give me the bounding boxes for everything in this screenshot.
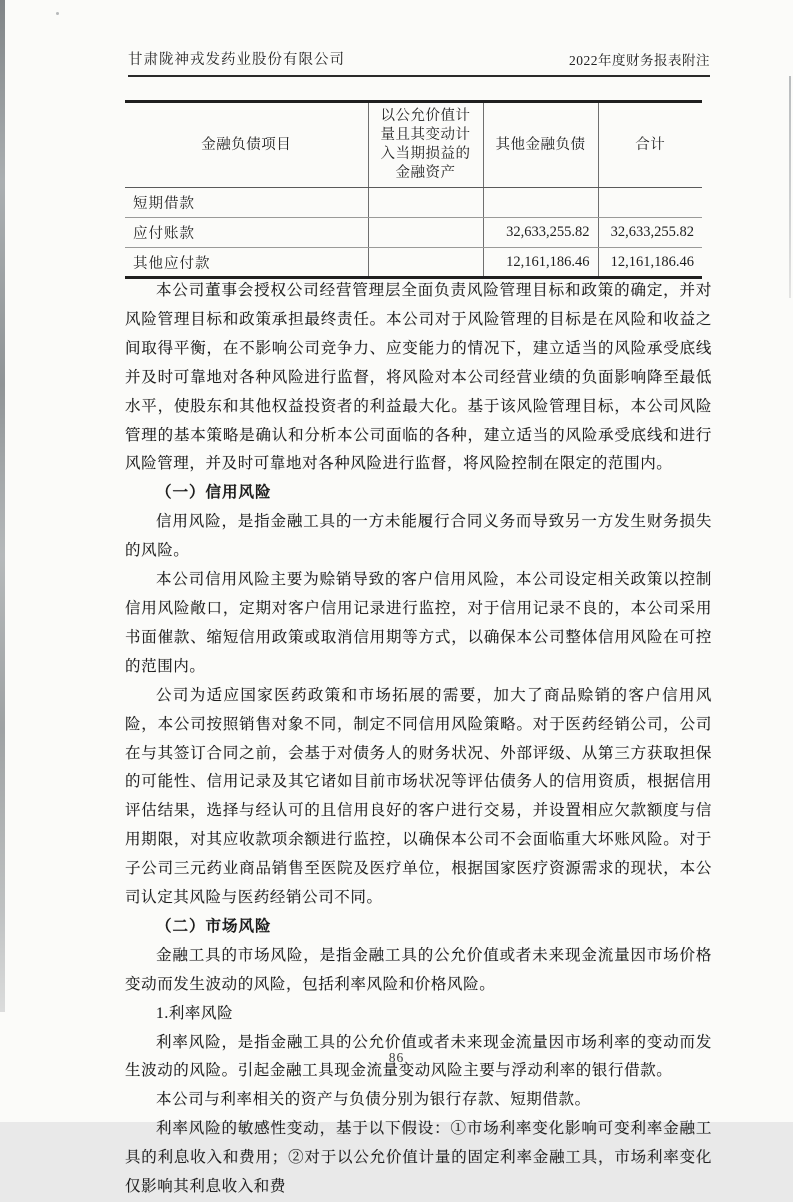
heading-market-risk: （二）市场风险 [156,917,272,935]
document-header [128,48,710,77]
row-total-value: 12,161,186.46 [598,248,702,278]
row-total-value: 32,633,255.82 [598,218,702,248]
row-fvtpl-value [368,188,483,218]
paragraph-interest-rate-assets: 本公司与利率相关的资产与负债分别为银行存款、短期借款。 [156,1091,591,1109]
scan-artifact-left-edge [0,0,5,1012]
column-header-total: 合计 [598,102,702,188]
scan-artifact-speck [56,12,59,15]
table-header-row [125,102,702,188]
row-item-label: 其他应付款 [133,255,211,272]
row-item-label: 应付账款 [125,218,368,248]
column-header-fvtpl: 以公允价值计量且其变动计入当期损益的金融资产 [368,102,483,188]
paragraph-interest-rate-sensitivity: 利率风险的敏感性变动，基于以下假设：①市场利率变化影响可变利率金融工具的利息收入和费用；②对于以公允价值计量的固定利率金融工具，市场利率变化仅影响其利息收入和费 [125,1120,712,1196]
row-other-value [483,188,598,218]
row-other-value: 12,161,186.46 [483,248,598,278]
column-header-other: 其他金融负债 [483,102,598,188]
column-header-item: 金融负债项目 [125,102,368,188]
table-row [125,218,702,248]
table-row [125,248,702,278]
row-fvtpl-value [368,218,483,248]
paragraph-credit-risk-policy: 本公司信用风险主要为赊销导致的客户信用风险，本公司设定相关政策以控制信用风险敞口，定期对客户信用记录进行监控，对于信用记录不良的，本公司采用书面催款、缩短信用政策或取消信用期等方式，以确保本公司整体信用风险在可控的范围内。 [125,571,712,675]
heading-interest-rate-risk: 1.利率风险 [156,1004,234,1022]
row-other-value: 32,633,255.82 [483,218,598,248]
company-name: 甘肃陇神戎发药业股份有限公司 [128,52,345,68]
row-total-value [598,188,702,218]
paragraph-credit-risk-definition: 信用风险，是指金融工具的一方未能履行合同义务而导致另一方发生财务损失的风险。 [125,513,712,560]
heading-credit-risk: （一）信用风险 [156,484,272,502]
row-item-label: 短期借款 [125,188,368,218]
paragraph-credit-risk-strategy: 公司为适应国家医药政策和市场拓展的需要，加大了商品赊销的客户信用风险，本公司按照销售对象不同，制定不同信用风险策略。对于医药经销公司，公司在与其签订合同之前，会基于对债务人的财务状况、外部评级、从第三方获取担保的可能性、信用记录及其它诸如目前市场状况等评估债务人的信用资质，根据信用评估结果，选择与经认可的且信用良好的客户进行交易，并设置相应欠款额度与信用期限，对其应收款项余额进行监控，以确保本公司不会面临重大坏账风险。对于子公司三元药业商品销售至医院及医疗单位，根据国家医疗资源需求的现状，本公司认定其风险与医药经销公司不同。 [125,686,712,907]
paragraph-market-risk-definition: 金融工具的市场风险，是指金融工具的公允价值或者未来现金流量因市场价格变动而发生波动的风险，包括利率风险和价格风险。 [125,946,712,993]
financial-liabilities-table [125,100,702,279]
report-title: 2022年度财务报表附注 [569,53,710,68]
table-row [125,188,702,218]
paragraph-risk-management-overview: 本公司董事会授权公司经营管理层全面负责风险管理目标和政策的确定，并对风险管理目标和政策承担最终责任。本公司对于风险管理的目标是在风险和收益之间取得平衡，在不影响公司竞争力、应变能力的情况下，建立适当的风险承受底线并及时可靠地对各种风险进行监督，将风险对本公司经营业绩的负面影响降至最低水平，使股东和其他权益投资者的利益最大化。基于该风险管理目标，本公司风险管理的基本策略是确认和分析本公司面临的各种，建立适当的风险承受底线和进行风险管理，并及时可靠地对各种风险进行监督，将风险控制在限定的范围内。 [125,282,712,473]
paragraph-interest-rate-definition: 利率风险，是指金融工具的公允价值或者未来现金流量因市场利率的变动而发生波动的风险。引起金融工具现金流量变动风险主要与浮动利率的银行借款。 [125,1033,712,1080]
scan-artifact-right-edge [789,76,791,298]
page-number: 86 [388,1050,405,1065]
row-fvtpl-value [368,248,483,278]
